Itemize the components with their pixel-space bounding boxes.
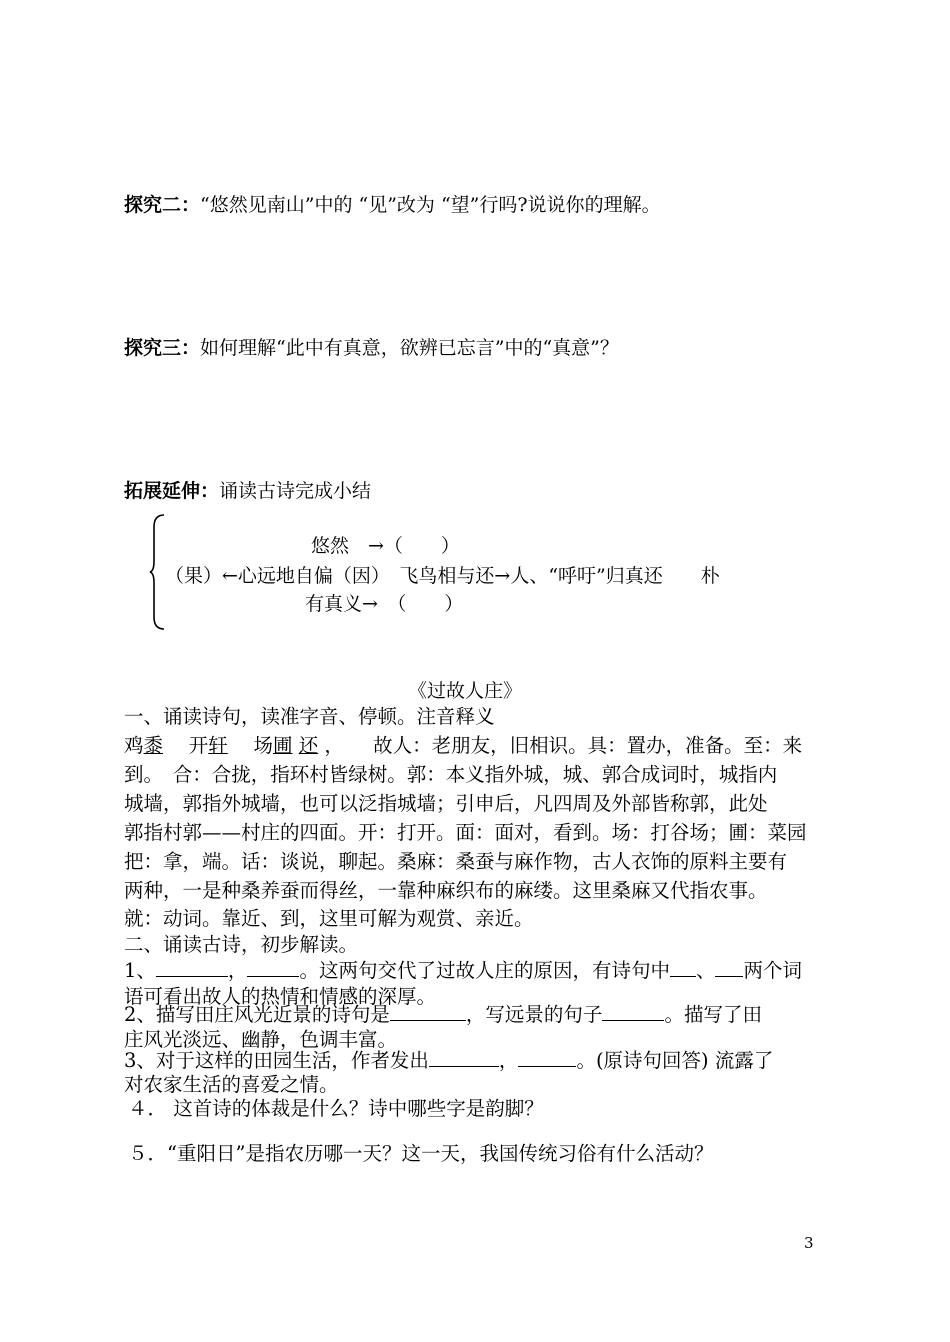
question-1-line-2: 语可看出故人的热情和情感的深厚。 [124, 985, 437, 1008]
word-kaixuan-char: 轩 [208, 734, 228, 757]
word-jishu: 鸡黍 [124, 734, 164, 757]
q3-comma: ， [498, 1049, 519, 1072]
q3-text-b: 。(原诗句回答) 流露了 [576, 1049, 774, 1072]
annotation-line-2: 到。 合：合拢，指环村皆绿树。郭：本义指外城，城、郭合成词时，城指内 [124, 763, 778, 786]
explore-two-label: 探究二： [124, 194, 201, 216]
annotation-line-1 [124, 731, 802, 760]
annotation-line-4: 郭指村郭——村庄的四面。开：打开。面：面对，看到。场：打谷场；圃：菜园 [124, 821, 807, 844]
q1-dot: 、 [695, 959, 716, 982]
q2-text-b: ，写远景的句子 [465, 1003, 603, 1026]
question-4: ４． 这首诗的体裁是什么？诗中哪些字是韵脚？ [128, 1097, 544, 1120]
question-1 [124, 956, 802, 985]
word-changpu: 场圃 [253, 734, 293, 757]
question-2-line-2: 庄风光淡远、幽静，色调丰富。 [124, 1028, 398, 1051]
poem-title: 《过故人庄》 [408, 680, 523, 702]
q1-blank-3[interactable] [670, 958, 696, 977]
annotation-line-5: 把：拿，端。话：谈说，聊起。桑麻：桑蚕与麻作物，古人衣饰的原料主要有 [124, 850, 788, 873]
explore-three-question [124, 333, 619, 360]
extension-heading [124, 476, 371, 503]
q1-blank-2[interactable] [247, 958, 299, 977]
annotation-line-6: 两种，一是种桑养蚕而得丝，一靠种麻织布的麻缕。这里桑麻又代指农事。 [124, 879, 768, 902]
q1-number: 1、 [124, 959, 156, 982]
section-two-heading: 二、诵读古诗，初步解读。 [124, 933, 359, 956]
extension-text: 诵读古诗完成小结 [219, 480, 372, 502]
explore-two-text: “悠然见南山”中的 “见”改为 “望”行吗?说说你的理解。 [200, 194, 661, 216]
q2-text-c: 。描写了田 [664, 1003, 762, 1026]
summary-line-1: 悠然 →（ ） [311, 535, 460, 557]
section-one-heading: 一、诵读诗句，读准字音、停顿。注音释义 [124, 705, 495, 728]
q1-blank-4[interactable] [715, 958, 743, 977]
page-number: 3 [804, 1234, 814, 1252]
summary-line-3: 有真义→ （ ） [305, 593, 464, 615]
q1-text-end: 两个词 [743, 959, 802, 982]
q3-blank-1[interactable] [429, 1048, 499, 1067]
q2-text-a: 2、描写田庄风光近景的诗句是 [124, 1003, 390, 1026]
word-changpu-char: 圃 [272, 734, 293, 757]
question-5: ５．“重阳日”是指农历哪一天？这一天，我国传统习俗有什么活动？ [128, 1142, 714, 1165]
summary-line-2: （果）←心远地自偏（因） 飞鸟相与还→人、“呼吁”归真还 朴 [165, 565, 720, 587]
annotation-line-3: 城墙，郭指外城墙，也可以泛指城墙；引申后，凡四周及外部皆称郭，此处 [124, 792, 768, 815]
q3-text-a: 3、对于这样的田园生活，作者发出 [124, 1049, 429, 1072]
word-jishu-char: 黍 [143, 734, 164, 757]
q2-blank-2[interactable] [602, 1002, 664, 1021]
q1-text: 。这两句交代了过故人庄的原因，有诗句中 [299, 959, 670, 982]
q2-blank-1[interactable] [390, 1002, 466, 1021]
q3-blank-2[interactable] [518, 1048, 576, 1067]
explore-two-question [124, 190, 661, 217]
q1-blank-1[interactable] [156, 958, 228, 977]
word-kaixuan: 开轩 [188, 734, 228, 757]
explore-three-text: 如何理解“此中有真意，欲辨已忘言”中的“真意”？ [200, 337, 619, 359]
word-huan: 还 [298, 734, 319, 757]
q1-comma: ， [227, 959, 248, 982]
question-3-line-2: 对农家生活的喜爱之情。 [124, 1073, 339, 1096]
explore-three-label: 探究三： [124, 337, 201, 359]
annotation-line-7: 就：动词。靠近、到，这里可解为观赏、亲近。 [124, 907, 534, 930]
extension-label: 拓展延伸： [124, 480, 220, 502]
annotation-line-1-rest: ， 故人：老朋友，旧相识。具：置办，准备。至：来 [324, 734, 803, 757]
